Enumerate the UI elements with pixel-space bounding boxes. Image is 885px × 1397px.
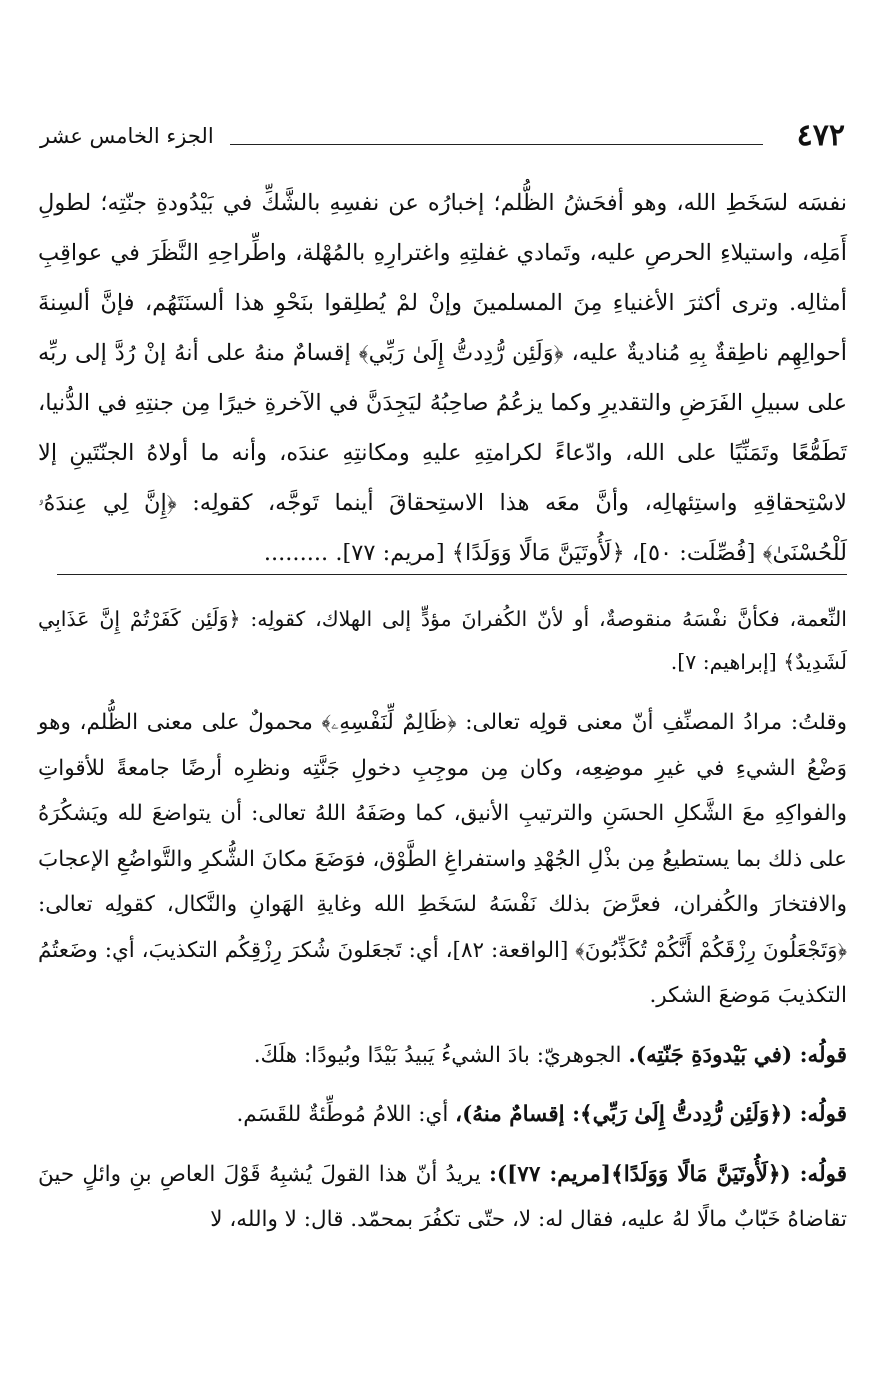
quote-2-label: قولُه: (﴿وَلَئِن رُّدِدتُّ إِلَىٰ رَبِّي﴾: إقسامٌ منهُ)، (455, 1102, 847, 1127)
footnote-divider (57, 574, 847, 575)
commentary-quote-3 (38, 1152, 847, 1243)
footnote (38, 598, 847, 684)
commentary-quote-2 (38, 1092, 847, 1138)
main-paragraph: نفسَه لسَخَطِ الله، وهو أفحَشُ الظُّلم؛ إخبارُه عن نفسِهِ بالشَّكِّ في بَيْدُودةِ جنّتِه؛ لطولِ أَمَلِه، واستيلاءِ الحرصِ عليه، وتَمادي غفلتِهِ واغترارِهِ بالمُهْلة، واطِّراحِهِ النَّظَرَ في عواقِبِ أمثالِه. وترى أكثرَ الأغنياءِ مِنَ المسلمينَ وإنْ لمْ يُطلِقوا بنَحْوِ هذا ألسنَتَهُم، فإنَّ ألسِنةَ أحوالِهِم ناطِقةٌ بِهِ مُناديةٌ عليه، ﴿وَلَئِن رُّدِدتُّ إِلَىٰ رَبِّي﴾ إقسامٌ منهُ على أنهُ إنْ رُدَّ إلى ربِّه على سبيلِ الفَرَضِ والتقديرِ وكما يزعُمُ صاحِبُهُ ليَجِدَنَّ في الآخرةِ خيرًا مِن جنتِهِ في الدُّنيا، تَطَمُّعًا وتَمَنِّيًا على الله، وادّعاءً لكرامتِهِ عليهِ ومكانتِهِ عندَه، وأنه ما أولاهُ الجنّتَينِ إلا لاسْتِحقاقِهِ واستِئهالِه، وأنَّ معَه هذا الاستِحقاقَ أينما تَوجَّه، كقولِه: ﴿إِنَّ لِي عِندَهُۥ لَلْحُسْنَىٰ﴾ [فُصِّلَت: ٥٠]، ﴿لَأُوتَيَنَّ مَالًا وَوَلَدًا﴾ [مريم: ٧٧]. ......... (38, 190, 847, 566)
quote-1-label: قولُه: (في بَيْدودَةِ جَنّتِه). (628, 1042, 847, 1068)
commentary (38, 700, 847, 1243)
quote-2-text: أي: اللامُ مُوطِّئةٌ للقَسَم. (236, 1102, 449, 1127)
commentary-quote-1 (38, 1033, 847, 1079)
running-title: الجزء الخامس عشر (40, 124, 214, 148)
page-header (40, 118, 845, 158)
main-text (38, 178, 847, 578)
page-number: ٤٧٢ (796, 118, 845, 153)
quote-3-label: قولُه: (﴿لَأُوتَيَنَّ مَالًا وَوَلَدًا﴾[مريم: ٧٧]): (489, 1161, 847, 1187)
quote-1-text: الجوهريّ: بادَ الشيءُ يَبيدُ بَيْدًا وبُيودًا: هلَكَ. (253, 1042, 622, 1068)
quote-3-text: يريدُ أنّ هذا القولَ يُشبِهُ قَوْلَ العاصِ بنِ وائلٍ حينَ تقاضاهُ خَبّابٌ مالًا لهُ عليه، فقال له: لا، حتّى تكفُرَ بمحمّد. قال: لا والله، لا (38, 1161, 847, 1232)
footnote-paragraph: النِّعمة، فكأنَّ نفْسَهُ منقوصةٌ، أو لأنّ الكُفرانَ مؤدٍّ إلى الهلاك، كقولِه: ﴿وَلَئِن كَفَرْتُمْ إِنَّ عَذَابِي لَشَدِيدٌ﴾ [إبراهيم: ٧]. (38, 607, 847, 674)
header-rule (230, 144, 763, 145)
commentary-paragraph-1: وقلتُ: مرادُ المصنِّفِ أنّ معنى قولِه تعالى: ﴿ظَالِمٌ لِّنَفْسِهِۦ﴾ محمولٌ على معنى الظُّلم، وهو وَضْعُ الشيءِ في غيرِ موضِعِه، وكان مِن موجِبِ دخولِ جَنَّتِه ونظرِه أرضًا جامعةً للأقواتِ والفواكِهِ معَ الشَّكلِ الحسَنِ والترتيبِ الأنيق، كما وصَفَهُ اللهُ تعالى: أن يتواضعَ لله ويَشكُرَهُ على ذلك بما يستطيعُ مِن بذْلِ الجُهْدِ واستفراغِ الطَّوْق، فوَضَعَ مكانَ الشُّكرِ والتَّواضُعِ الإعجابَ والافتخارَ والكُفران، فعرَّضَ بذلك نَفْسَهُ لسَخَطِ الله وغايةِ الهَوانِ والنَّكال، كقولِه تعالى: ﴿وَتَجْعَلُونَ رِزْقَكُمْ أَنَّكُمْ تُكَذِّبُونَ﴾ [الواقعة: ٨٢]، أي: تَجعَلونَ شُكرَ رِزْقِكُم التكذيبَ، أي: وضَعتُمُ التكذيبَ مَوضعَ الشكر. (38, 710, 848, 1008)
